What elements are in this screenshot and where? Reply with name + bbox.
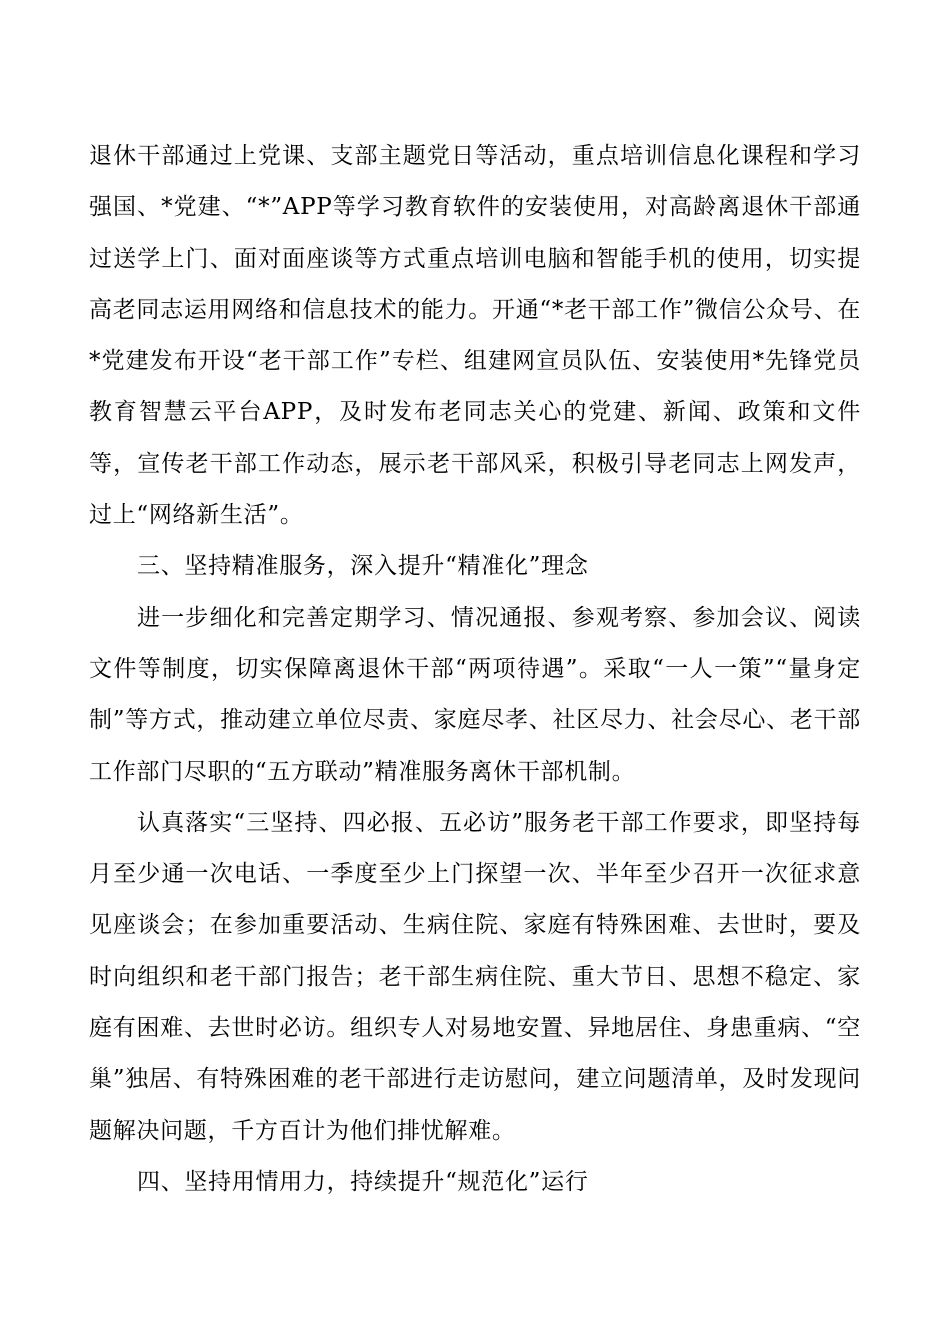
paragraph-visit-requirements: 认真落实“三坚持、四必报、五必访”服务老干部工作要求，即坚持每月至少通一次电话、一季度至少上门探望一次、半年至少召开一次征求意见座谈会；在参加重要活动、生病住院、家庭有特殊困难、去世时，要及时向组织和老干部门报告；老干部生病住院、重大节日、思想不稳定、家庭有困难、去世时必访。组织专人对易地安置、异地居住、身患重病、“空巢”独居、有特殊困难的老干部进行走访慰问，建立问题清单，及时发现问题解决问题，千方百计为他们排忧解难。 bbox=[89, 809, 861, 1144]
paragraph-precision-service: 进一步细化和完善定期学习、情况通报、参观考察、参加会议、阅读文件等制度，切实保障离退休干部“两项待遇”。采取“一人一策”“量身定制”等方式，推动建立单位尽责、家庭尽孝、社区尽力、社会尽心、老干部工作部门尽职的“五方联动”精准服务离休干部机制。 bbox=[89, 604, 861, 785]
document-body bbox=[89, 131, 861, 1208]
section-heading-three: 三、坚持精准服务，深入提升“精准化”理念 bbox=[137, 553, 589, 580]
paragraph-network-training: 退休干部通过上党课、支部主题党日等活动，重点培训信息化课程和学习强国、*党建、“*”APP等学习教育软件的安装使用，对高龄离退休干部通过送学上门、面对面座谈等方式重点培训电脑和智能手机的使用，切实提高老同志运用网络和信息技术的能力。开通“*老干部工作”微信公众号、在*党建发布开设“老干部工作”专栏、组建网宣员队伍、安装使用*先锋党员教育智慧云平台APP，及时发布老同志关心的党建、新闻、政策和文件等，宣传老干部工作动态，展示老干部风采，积极引导老同志上网发声，过上“网络新生活”。 bbox=[89, 143, 861, 529]
section-heading-four: 四、坚持用情用力，持续提升“规范化”运行 bbox=[137, 1168, 589, 1195]
